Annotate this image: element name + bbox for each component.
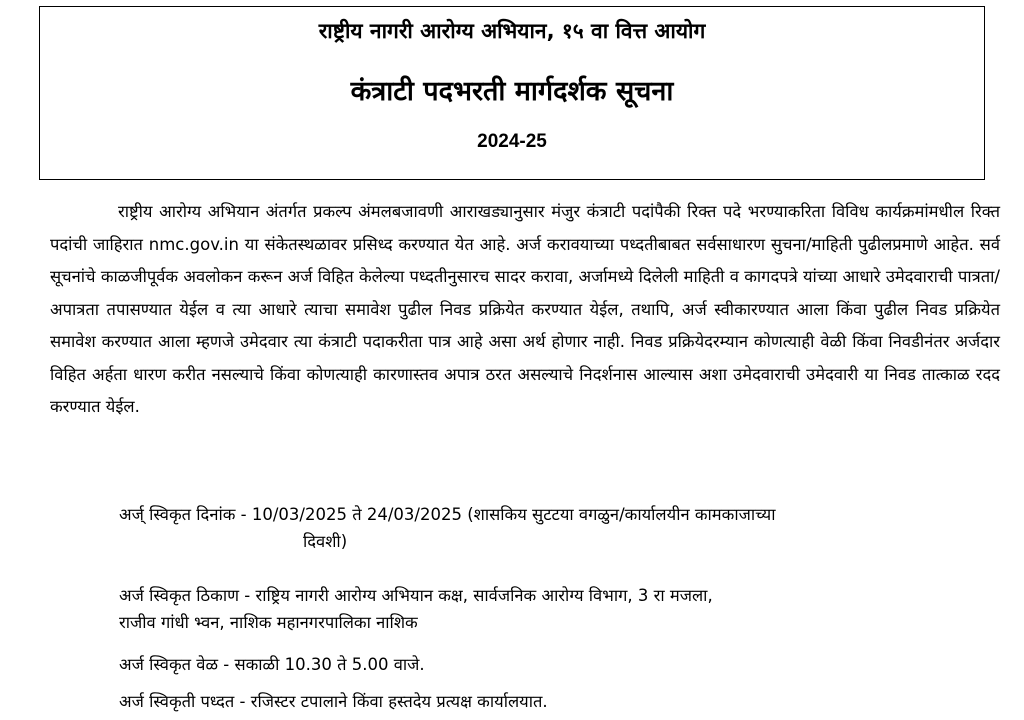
application-place-continuation: राजीव गांधी भ्वन, नाशिक महानगरपालिका नाशिक (119, 613, 418, 632)
application-date-text: अर्ज् स्विकृत दिनांक - 10/03/2025 ते 24/03/2025 (शासकिय सुटटया वगळुन/कार्यालयीन कामकाजाच्या (119, 505, 776, 524)
application-place-text: अर्ज स्विकृत ठिकाण - राष्ट्रिय नागरी आरोग्य अभियान कक्ष, सार्वजनिक आरोग्य विभाग, 3 रा मजला, (119, 586, 713, 605)
application-place-detail (119, 582, 979, 636)
header-title-line: राष्ट्रीय नागरी आरोग्य अभियान, १५ वा वित्त आयोग (318, 19, 706, 43)
header-subtitle-line: कंत्राटी पदभरती मार्गदर्शक सूचना (350, 76, 674, 107)
intro-paragraph: राष्ट्रीय आरोग्य अभियान अंतर्गत प्रकल्प अंमलबजावणी आराखड्यानुसार मंजुर कंत्राटी पदांपैकी रिक्त पदे भरण्याकरिता विविध कार्यक्रमांमधील रिक्त पदांची जाहिरात nmc.gov.in या संकेतस्थळावर प्रसिध्द करण्यात येत आहे. अर्ज करावयाच्या पध्दतीबाबत सर्वसाधारण सुचना/माहिती पुढीलप्रमाणे आहेत. सर्व सूचनांचे काळजीपूर्वक अवलोकन करून अर्ज विहित केलेल्या पध्दतीनुसारच सादर करावा, अर्जामध्ये दिलेली माहिती व कागदपत्रे यांच्या आधारे उमेदवाराची पात्रता/अपात्रता तपासण्यात येईल व त्या आधारे त्याचा समावेश पुढील निवड प्रक्रियेत करण्यात येईल, तथापि, अर्ज स्वीकारण्यात आला किंवा पुढील निवड प्रक्रियेत समावेश करण्यात आला म्हणजे उमेदवार त्या कंत्राटी पदाकरीता पात्र आहे असा अर्थ होणार नाही. निवड प्रक्रियेदरम्यान कोणत्याही वेळी किंवा निवडीनंतर अर्जदार विहित अर्हता धारण करीत नसल्याचे किंवा कोणत्याही कारणास्तव अपात्र ठरत असल्याचे निदर्शनास आल्यास अशा उमेदवाराची उमेदवारी या निवड तात्काळ रदद करण्यात येईल. (50, 202, 1000, 416)
application-date-continuation: दिवशी) (303, 532, 348, 551)
application-method-detail: अर्ज स्विकृती पध्दत - रजिस्टर टपालाने किंवा हस्तदेय प्रत्यक्ष कार्यालयात. (119, 692, 548, 711)
header-year-line: 2024-25 (477, 131, 547, 152)
application-time-detail: अर्ज स्विकृत वेळ - सकाळी 10.30 ते 5.00 वाजे. (119, 655, 425, 674)
document-header-box (39, 6, 985, 180)
application-date-detail (119, 501, 979, 555)
